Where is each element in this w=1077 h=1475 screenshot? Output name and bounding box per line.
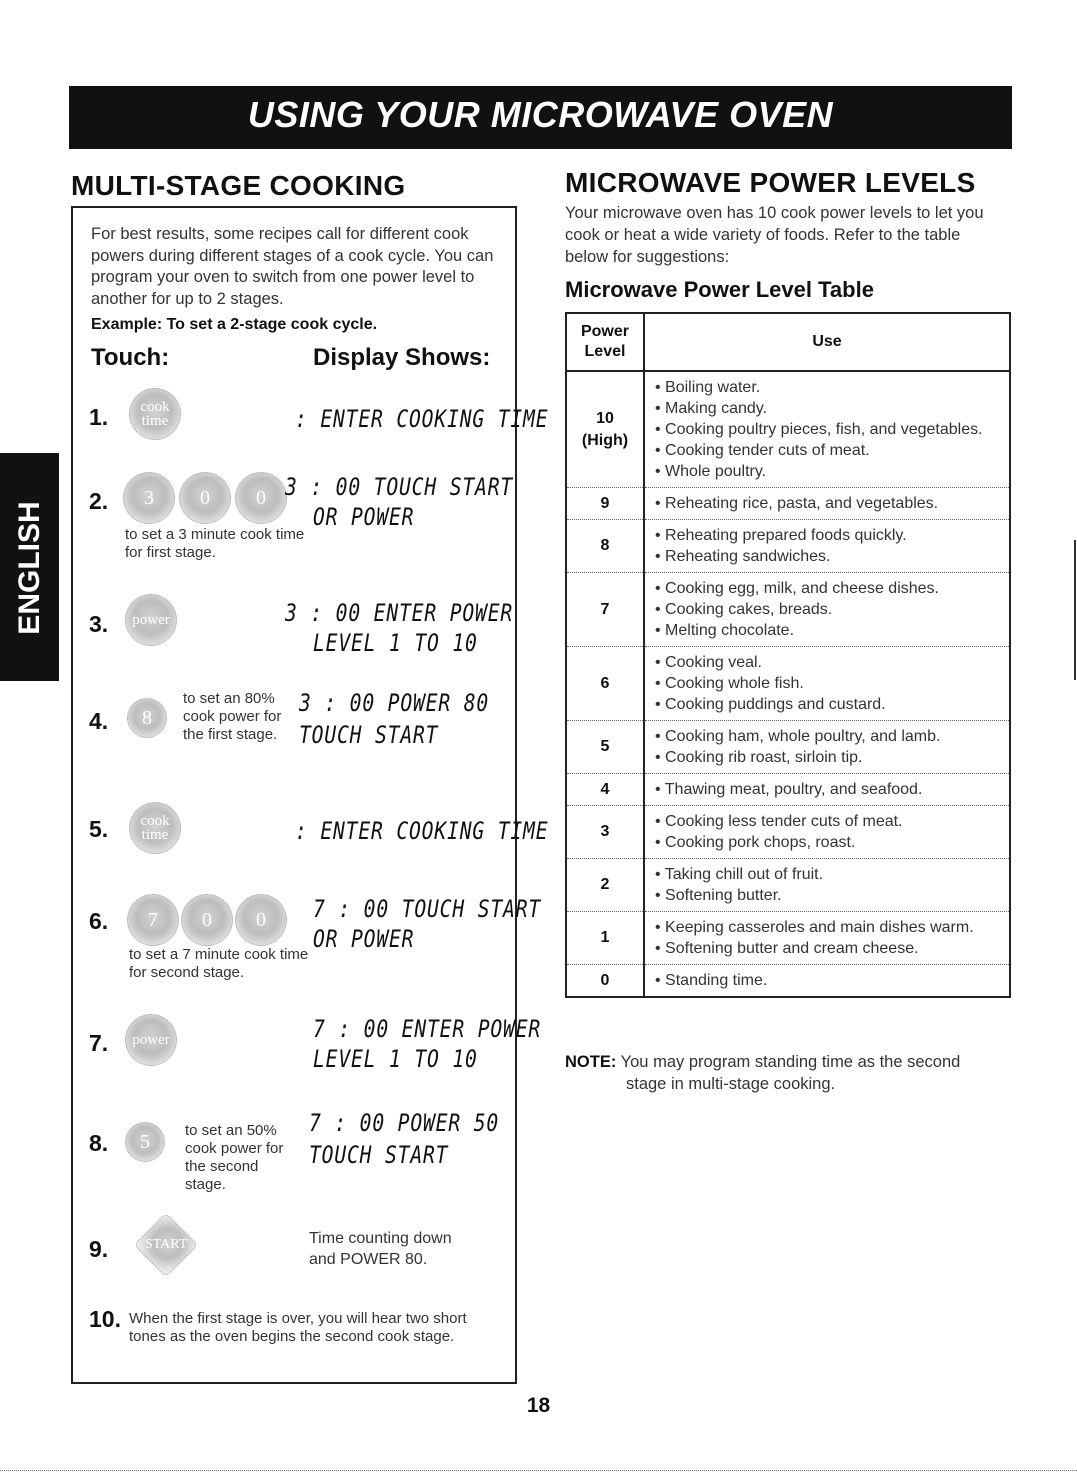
use-cell (644, 859, 1010, 912)
bottom-rule (0, 1470, 1077, 1471)
step-note: to set an 80% cook power for the first stage. (183, 690, 282, 743)
table-row (566, 806, 1010, 859)
use-cell (644, 488, 1010, 520)
power-levels-heading: MICROWAVE POWER LEVELS (565, 167, 976, 198)
cook-time-button: cook time (129, 388, 181, 440)
power-level-cell (566, 859, 644, 912)
power-level-value: 10 (596, 409, 614, 427)
power-level-sublabel: (High) (581, 431, 629, 449)
power-level-value: 5 (600, 738, 610, 755)
page-title: USING YOUR MICROWAVE OVEN (247, 94, 834, 135)
step-number: 9. (89, 1236, 109, 1262)
page-number: 18 (526, 1394, 551, 1417)
use-cell (644, 721, 1010, 774)
use-item: • Whole poultry. (655, 461, 1003, 482)
display-readout: 7 : 00 TOUCH START (313, 895, 542, 923)
table-row (566, 965, 1010, 998)
use-item: • Reheating rice, pasta, and vegetables. (655, 493, 1003, 514)
table-row (566, 912, 1010, 965)
step-note: to set an 50% cook power for the second stage. (185, 1122, 284, 1193)
display-readout: LEVEL 1 TO 10 (313, 629, 478, 657)
display-readout: 7 : 00 POWER 50 (309, 1109, 500, 1137)
use-item: • Softening butter. (655, 885, 1003, 906)
use-item: • Cooking ham, whole poultry, and lamb. (655, 726, 1003, 747)
use-item: • Melting chocolate. (655, 620, 1003, 641)
display-readout: : ENTER COOKING TIME (295, 817, 549, 845)
step-number: 1. (89, 404, 109, 430)
use-cell (644, 520, 1010, 573)
power-level-cell (566, 912, 644, 965)
use-cell (644, 647, 1010, 721)
use-cell (644, 806, 1010, 859)
use-item: • Cooking veal. (655, 652, 1003, 673)
digit-button: 0 (235, 894, 287, 946)
power-level-value: 3 (600, 823, 610, 840)
use-item: • Cooking less tender cuts of meat. (655, 811, 1003, 832)
step-number: 10. (89, 1306, 121, 1332)
use-item: • Cooking whole fish. (655, 673, 1003, 694)
use-item: • Making candy. (655, 398, 1003, 419)
use-item: • Keeping casseroles and main dishes warm. (655, 917, 1003, 938)
use-item: • Boiling water. (655, 377, 1003, 398)
power-level-value: 9 (600, 494, 610, 512)
multistage-box (71, 206, 549, 1384)
note-label: NOTE: (565, 1053, 617, 1071)
power-level-value: 2 (600, 876, 610, 893)
column-header-level: Power Level (566, 313, 644, 371)
digit-button: 0 (235, 472, 287, 524)
table-row (566, 371, 1010, 488)
use-item: • Cooking egg, milk, and cheese dishes. (655, 578, 1003, 599)
start-button (133, 1212, 198, 1277)
step-number: 3. (89, 611, 109, 637)
power-level-value: 7 (600, 600, 610, 618)
table-row (566, 774, 1010, 806)
display-readout: TOUCH START (299, 721, 439, 749)
display-readout: OR POWER (313, 503, 415, 531)
touch-header: Touch: (91, 344, 170, 371)
power-level-value: 4 (600, 780, 610, 798)
multistage-intro: For best results, some recipes call for different cook powers during different stages of a cook cycle. You can program your oven to switch from one power level to another for up to 2 stages. (91, 225, 494, 308)
power-level-cell (566, 573, 644, 647)
use-item: • Reheating prepared foods quickly. (655, 525, 1003, 546)
display-readout: 3 : 00 TOUCH START (285, 473, 514, 501)
table-row (566, 520, 1010, 573)
use-item: • Cooking tender cuts of meat. (655, 440, 1003, 461)
digit-button: 8 (127, 698, 167, 738)
display-readout: 3 : 00 POWER 80 (299, 689, 490, 717)
use-item: • Cooking poultry pieces, fish, and vegetables. (655, 419, 1003, 440)
step-text: When the first stage is over, you will hear two short tones as the oven begins the second cook stage. (129, 1310, 467, 1345)
digit-button: 7 (127, 894, 179, 946)
table-header-row (566, 313, 1010, 371)
display-readout: 7 : 00 ENTER POWER (313, 1015, 542, 1043)
power-button: power (125, 1014, 177, 1066)
power-button: power (125, 594, 177, 646)
power-level-cell (566, 806, 644, 859)
digit-button: 5 (125, 1122, 165, 1162)
table-title: Microwave Power Level Table (565, 277, 874, 302)
header-banner (69, 86, 1012, 149)
step-number: 5. (89, 816, 109, 842)
digit-button: 0 (181, 894, 233, 946)
column-header-use: Use (644, 313, 1010, 371)
power-level-cell (566, 520, 644, 573)
use-item: • Cooking puddings and custard. (655, 694, 1003, 715)
edge-mark (1074, 540, 1076, 680)
use-item: • Cooking pork chops, roast. (655, 832, 1003, 853)
power-level-value: 8 (600, 537, 610, 554)
use-item: • Thawing meat, poultry, and seafood. (655, 779, 1003, 800)
power-level-value: 1 (600, 929, 610, 946)
step-number: 6. (89, 908, 109, 934)
language-tab-label: ENGLISH (13, 501, 46, 635)
table-row (566, 573, 1010, 647)
digit-button: 3 (123, 472, 175, 524)
display-header: Display Shows: (313, 344, 491, 371)
step-number: 8. (89, 1130, 109, 1156)
power-levels-intro: Your microwave oven has 10 cook power levels to let you cook or heat a wide variety of foods. Refer to the table below for suggestions: (565, 204, 984, 266)
display-readout: 3 : 00 ENTER POWER (285, 599, 514, 627)
note-text: You may program standing time as the second stage in multi-stage cooking. (620, 1053, 961, 1093)
table-row (566, 647, 1010, 721)
note (565, 1051, 1005, 1095)
use-cell (644, 912, 1010, 965)
use-item: • Standing time. (655, 970, 1003, 991)
table-row (566, 859, 1010, 912)
power-level-table (565, 312, 1011, 998)
table-row (566, 488, 1010, 520)
example-line: Example: To set a 2-stage cook cycle. (91, 316, 378, 333)
power-level-cell (566, 774, 644, 806)
step-number: 7. (89, 1030, 109, 1056)
start-button-label: START (144, 1236, 188, 1252)
display-readout: TOUCH START (309, 1141, 449, 1169)
power-level-cell (566, 965, 644, 998)
display-readout: OR POWER (313, 925, 415, 953)
use-item: • Cooking rib roast, sirloin tip. (655, 747, 1003, 768)
step-result: Time counting down and POWER 80. (309, 1230, 452, 1268)
use-cell (644, 774, 1010, 806)
power-level-value: 6 (600, 674, 610, 692)
power-level-cell (566, 488, 644, 520)
power-level-cell (566, 647, 644, 721)
use-cell (644, 965, 1010, 998)
power-level-cell (566, 371, 644, 488)
use-cell (644, 573, 1010, 647)
table-row (566, 721, 1010, 774)
use-item: • Taking chill out of fruit. (655, 864, 1003, 885)
use-cell (644, 371, 1010, 488)
power-level-cell (566, 721, 644, 774)
use-item: • Softening butter and cream cheese. (655, 938, 1003, 959)
use-item: • Reheating sandwiches. (655, 546, 1003, 567)
multistage-heading: MULTI-STAGE COOKING (71, 170, 406, 201)
language-tab (0, 453, 59, 681)
power-level-value: 0 (600, 971, 610, 989)
step-note: to set a 7 minute cook time for second stage. (129, 946, 309, 981)
step-number: 4. (89, 708, 109, 734)
step-number: 2. (89, 488, 109, 514)
use-item: • Cooking cakes, breads. (655, 599, 1003, 620)
display-readout: : ENTER COOKING TIME (295, 405, 549, 433)
step-note: to set a 3 minute cook time for first stage. (125, 526, 305, 561)
cook-time-button: cook time (129, 802, 181, 854)
digit-button: 0 (179, 472, 231, 524)
display-readout: LEVEL 1 TO 10 (313, 1045, 478, 1073)
